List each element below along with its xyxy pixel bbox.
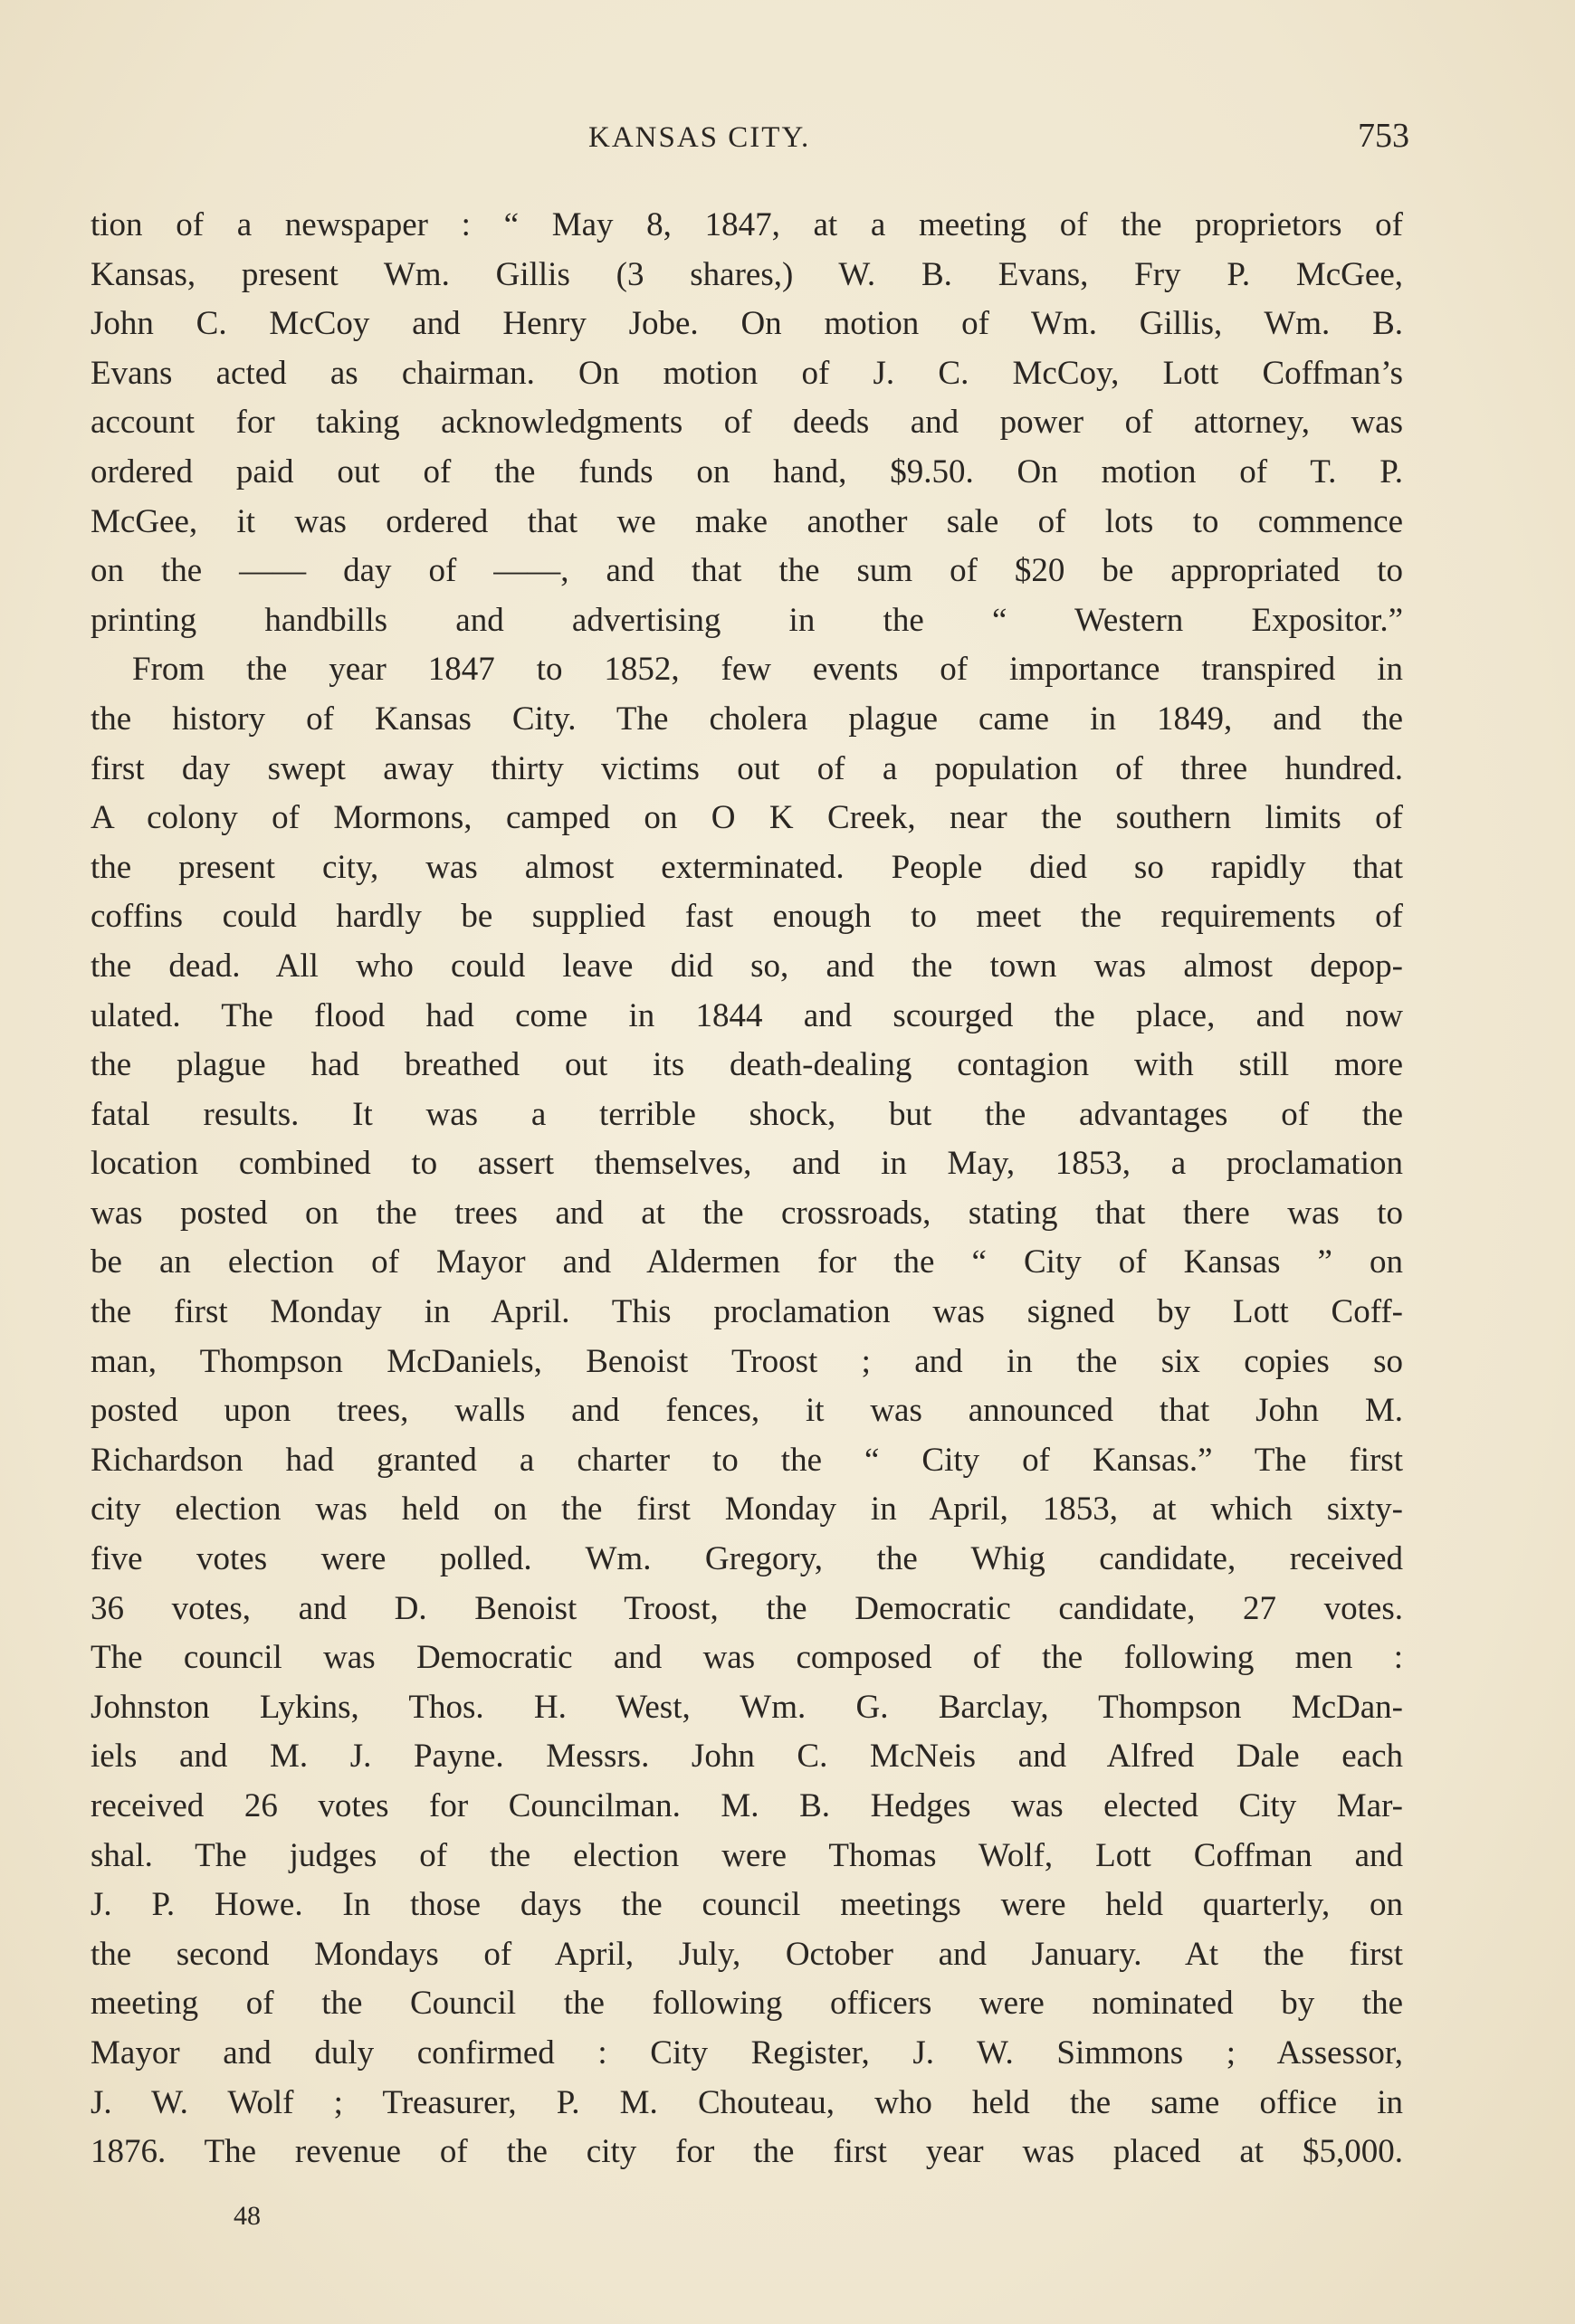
- text-line: Richardson had granted a charter to the “ City of Kansas.” The first: [91, 1441, 1403, 1479]
- body-text: [91, 201, 1403, 2177]
- text-line: account for taking acknowledgments of deeds and power of attorney, was: [91, 404, 1403, 442]
- text-line: Evans acted as chairman. On motion of J. C. McCoy, Lott Coffman’s: [91, 354, 1403, 392]
- text-line: shal. The judges of the election were Thomas Wolf, Lott Coffman and: [91, 1836, 1403, 1874]
- text-line: the plague had breathed out its death-dealing contagion with still more: [91, 1046, 1403, 1084]
- text-line: was posted on the trees and at the crossroads, stating that there was to: [91, 1194, 1403, 1232]
- text-line: A colony of Mormons, camped on O K Creek, near the southern limits of: [91, 799, 1403, 837]
- text-line: J. P. Howe. In those days the council meetings were held quarterly, on: [91, 1886, 1403, 1924]
- text-line: 36 votes, and D. Benoist Troost, the Democratic candidate, 27 votes.: [91, 1589, 1403, 1627]
- text-line: Kansas, present Wm. Gillis (3 shares,) W. B. Evans, Fry P. McGee,: [91, 255, 1403, 293]
- text-line: J. W. Wolf ; Treasurer, P. M. Chouteau, who held the same office in: [91, 2083, 1403, 2121]
- signature-mark: 48: [234, 2201, 261, 2231]
- text-line: Mayor and duly confirmed : City Register, J. W. Simmons ; Assessor,: [91, 2034, 1403, 2072]
- text-line: first day swept away thirty victims out of a population of three hundred.: [91, 749, 1403, 787]
- text-line: fatal results. It was a terrible shock, but the advantages of the: [91, 1095, 1403, 1133]
- text-line: posted upon trees, walls and fences, it was announced that John M.: [91, 1392, 1403, 1430]
- text-line: city election was held on the first Monday in April, 1853, at which sixty-: [91, 1491, 1403, 1529]
- text-line: coffins could hardly be supplied fast enough to meet the requirements of: [91, 898, 1403, 936]
- text-line: The council was Democratic and was composed of the following men :: [91, 1639, 1403, 1677]
- text-line: Johnston Lykins, Thos. H. West, Wm. G. Barclay, Thompson McDan-: [91, 1688, 1403, 1726]
- text-line: the second Mondays of April, July, October and January. At the first: [91, 1935, 1403, 1973]
- page-header: [0, 116, 1575, 161]
- text-line: be an election of Mayor and Aldermen for the “ City of Kansas ” on: [91, 1243, 1403, 1281]
- page-number: 753: [1358, 117, 1409, 155]
- text-line: meeting of the Council the following officers were nominated by the: [91, 1985, 1403, 2023]
- text-line: the dead. All who could leave did so, and the town was almost depop-: [91, 947, 1403, 985]
- text-line: 1876. The revenue of the city for the first year was placed at $5,000.: [91, 2133, 1403, 2171]
- text-line: the first Monday in April. This proclamation was signed by Lott Coff-: [91, 1293, 1403, 1331]
- text-line: received 26 votes for Councilman. M. B. Hedges was elected City Mar-: [91, 1787, 1403, 1824]
- text-line: the history of Kansas City. The cholera plague came in 1849, and the: [91, 700, 1403, 738]
- text-line: five votes were polled. Wm. Gregory, the Whig candidate, received: [91, 1540, 1403, 1578]
- text-line: printing handbills and advertising in the “ Western Expositor.”: [91, 601, 1403, 639]
- running-title: KANSAS CITY.: [588, 121, 811, 154]
- text-line: on the —— day of ——, and that the sum of $20 be appropriated to: [91, 552, 1403, 590]
- text-line: tion of a newspaper : “ May 8, 1847, at a meeting of the proprietors of: [91, 206, 1403, 243]
- text-line: location combined to assert themselves, and in May, 1853, a proclamation: [91, 1145, 1403, 1183]
- text-line: the present city, was almost exterminated. People died so rapidly that: [91, 848, 1403, 886]
- text-line: iels and M. J. Payne. Messrs. John C. McNeis and Alfred Dale each: [91, 1738, 1403, 1776]
- text-line: ulated. The flood had come in 1844 and scourged the place, and now: [91, 996, 1403, 1034]
- text-line: John C. McCoy and Henry Jobe. On motion of Wm. Gillis, Wm. B.: [91, 305, 1403, 343]
- text-line: man, Thompson McDaniels, Benoist Troost ; and in the six copies so: [91, 1342, 1403, 1380]
- text-line: McGee, it was ordered that we make another sale of lots to commence: [91, 502, 1403, 540]
- text-line: From the year 1847 to 1852, few events of importance transpired in: [132, 651, 1403, 689]
- text-line: ordered paid out of the funds on hand, $9.50. On motion of T. P.: [91, 452, 1403, 491]
